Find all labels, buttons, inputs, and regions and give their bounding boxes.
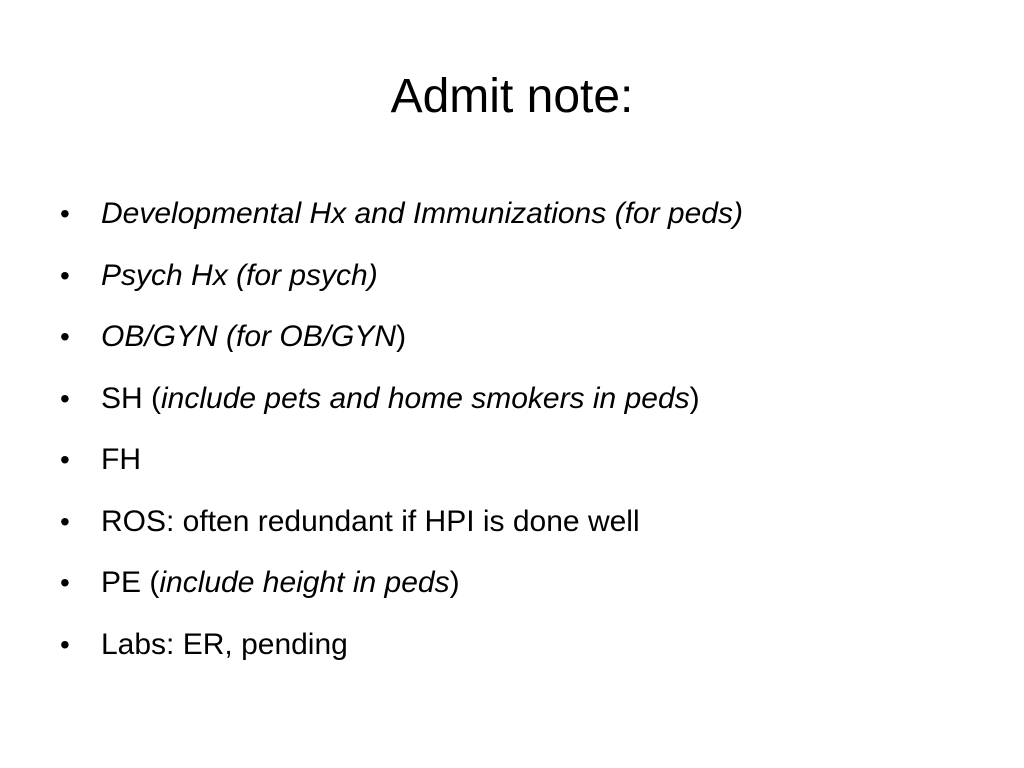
bullet-text: ROS: often redundant if HPI is done well [101, 504, 640, 538]
bullet-dot-icon: • [60, 198, 70, 229]
bullet-item [60, 552, 990, 614]
bullet-list [60, 183, 990, 675]
bullet-dot-icon: • [60, 259, 70, 291]
bullet-dot-icon: • [60, 628, 70, 660]
bullet-text: Labs: ER, pending [101, 627, 348, 661]
bullet-text: SH ( [101, 381, 161, 415]
bullet-dot-icon: • [60, 567, 70, 598]
bullet-text: FH [101, 443, 141, 476]
bullet-item [60, 183, 990, 245]
bullet-dot-icon: • [60, 444, 70, 475]
bullet-item [60, 429, 990, 491]
bullet-item [60, 368, 990, 430]
bullet-text: ) [689, 381, 700, 415]
bullet-dot-icon: • [60, 505, 70, 537]
bullet-text: PE ( [101, 566, 160, 599]
bullet-text: Developmental Hx and Immunizations (for peds) [101, 197, 743, 230]
bullet-item [60, 245, 990, 307]
bullet-text: include height in peds [159, 566, 450, 599]
bullet-dot-icon: • [60, 382, 70, 414]
bullet-text: OB/GYN (for OB/GYN [101, 320, 397, 353]
bullet-text: include pets and home smokers in peds [161, 381, 690, 415]
bullet-text: Psych Hx (for psych) [101, 258, 378, 292]
bullet-item [60, 491, 990, 553]
bullet-dot-icon: • [60, 321, 70, 352]
bullet-item [60, 306, 990, 368]
bullet-text: ) [396, 320, 407, 353]
slide-title: Admit note: [390, 70, 634, 123]
bullet-item [60, 614, 990, 676]
bullet-text: ) [449, 566, 460, 599]
